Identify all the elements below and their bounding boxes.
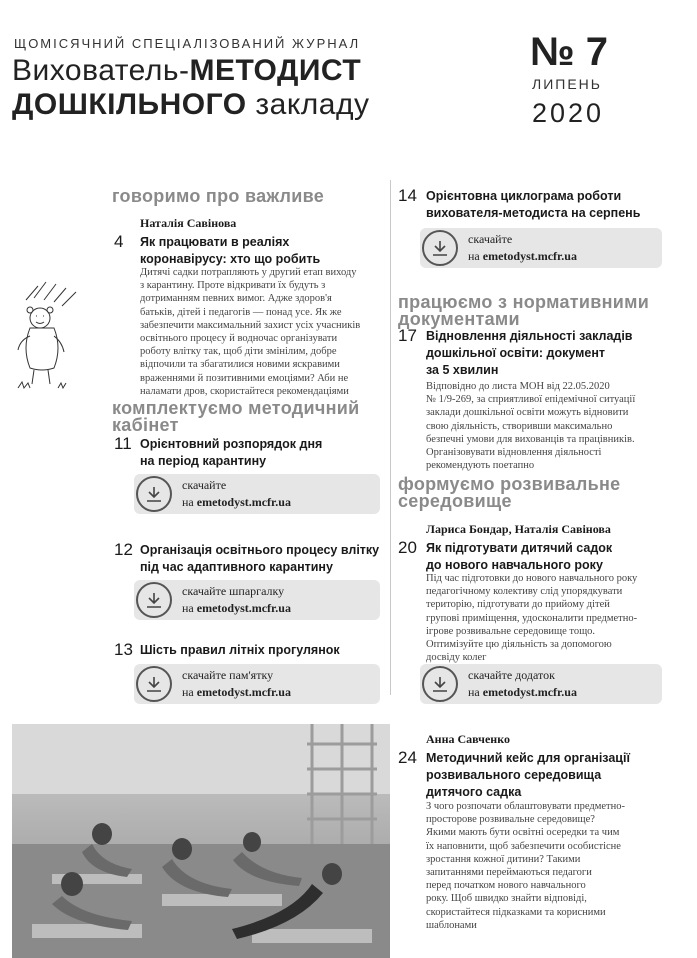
download-box[interactable] bbox=[134, 474, 380, 514]
download-label: скачайте додаток bbox=[468, 668, 555, 682]
article-title[interactable]: Як підготувати дитячий садок до нового навчального року bbox=[426, 541, 613, 572]
download-box[interactable] bbox=[134, 580, 380, 620]
article-summary: Відповідно до листа МОН від 22.05.2020 № 1/9-269, за сприятливої епідемічної ситуації заклади дошкільної освіти можуть відновити свою діяльність, створивши максимально безпечні умови для вихованців та працівників. Організовувати відновлення діяльності рекомендують поетапно bbox=[426, 381, 636, 472]
article-author: Лариса Бондар, Наталія Савінова bbox=[426, 522, 611, 536]
download-link[interactable]: на emetodyst.mcfr.ua bbox=[468, 249, 577, 263]
article-title[interactable]: Організація освітнього процесу влітку під час адаптивного карантину bbox=[140, 543, 380, 574]
download-link[interactable]: на emetodyst.mcfr.ua bbox=[182, 601, 291, 615]
article-title[interactable]: Орієнтовний розпорядок дня на період карантину bbox=[140, 437, 323, 468]
issue-month: ЛИПЕНЬ bbox=[532, 76, 602, 92]
article-summary: Дитячі садки потрапляють у другий етап виходу з карантину. Проте відкривати їх будуть з дотриманням певних вимог. Адже здоров'я батьків, дітей і педагогів — понад усе. Як же забезпечити максимальний захист усіх учасників освітнього процесу й водночас організувати роботу влітку так, щоб діти змінілим, добре відпочили та збагатилися новими яскравими враженнями й позитивними емоціями? Аби не наламати дров, скористайтеся рекомендаціями bbox=[140, 267, 361, 397]
download-icon[interactable] bbox=[422, 666, 458, 702]
download-label: скачайте bbox=[468, 232, 513, 246]
page-number: 20 bbox=[398, 538, 417, 557]
article-author: Анна Савченко bbox=[426, 732, 510, 746]
page-number: 13 bbox=[114, 640, 133, 659]
page-number: 17 bbox=[398, 326, 417, 345]
page-number: 14 bbox=[398, 186, 417, 205]
page-number: 11 bbox=[114, 434, 132, 453]
page-number: 4 bbox=[114, 232, 124, 251]
journal-title-line2: ДОШКІЛЬНОГО закладу bbox=[12, 88, 370, 121]
page-number: 24 bbox=[398, 748, 417, 767]
download-icon[interactable] bbox=[136, 476, 172, 512]
download-label: скачайте bbox=[182, 478, 227, 492]
column-divider bbox=[390, 180, 391, 695]
download-box[interactable] bbox=[420, 228, 662, 268]
article-summary: З чого розпочати облаштовувати предметно- просторове розвивальне середовище? Якими мають бути освітні осередки та чим їх наповнити, щоб забезпечити особистісне зростання кожної дитини? Такими запитаннями переймаються педагоги перед початком нового навчального року. Щоб швидко знайти відповіді, скористайтеся підказками та корисними шаблонами bbox=[426, 801, 625, 931]
download-label: скачайте пам'ятку bbox=[182, 668, 274, 682]
issue-number: № 7 bbox=[530, 30, 608, 74]
article-title[interactable]: Орієнтовна циклограма роботи вихователя-методиста на серпень bbox=[426, 189, 641, 220]
article-title[interactable]: Шість правил літніх прогулянок bbox=[140, 643, 340, 657]
article-summary: Під час підготовки до нового навчального року педагогічному колективу слід упорядкувати територію, підготувати до прийому дітей групові приміщення, удосконалити предметно- ігрове розвивальне середовище тощо. Оптимізуйте цю діяльність за допомогою досвіду колег bbox=[426, 573, 638, 664]
download-box[interactable] bbox=[420, 664, 662, 704]
issue-year: 2020 bbox=[532, 98, 605, 128]
article-title[interactable]: Відновлення діяльності закладів дошкільної освіти: документ за 5 хвилин bbox=[426, 329, 633, 377]
download-link[interactable]: на emetodyst.mcfr.ua bbox=[468, 685, 577, 699]
download-link[interactable]: на emetodyst.mcfr.ua bbox=[182, 495, 291, 509]
child-drawing-illustration bbox=[16, 280, 88, 400]
article-author: Наталія Савінова bbox=[140, 216, 237, 230]
children-exercise-photo bbox=[12, 724, 390, 958]
article-title[interactable]: Як працювати в реаліях коронавірусу: хто що робить bbox=[140, 235, 321, 266]
journal-title-line1: Вихователь-МЕТОДИСТ bbox=[12, 54, 362, 87]
download-icon[interactable] bbox=[136, 666, 172, 702]
download-link[interactable]: на emetodyst.mcfr.ua bbox=[182, 685, 291, 699]
section-heading-important: говоримо про важливе bbox=[112, 186, 325, 206]
download-box[interactable] bbox=[134, 664, 380, 704]
section-heading-normative: працюємо з нормативними документами bbox=[398, 292, 650, 329]
section-heading-cabinet: комплектуємо методичний кабінет bbox=[112, 398, 360, 435]
download-icon[interactable] bbox=[136, 582, 172, 618]
download-icon[interactable] bbox=[422, 230, 458, 266]
section-heading-environment: формуємо розвивальне середовище bbox=[398, 474, 621, 511]
article-title[interactable]: Методичний кейс для організації розвивального середовища дитячого садка bbox=[426, 751, 630, 799]
download-label: скачайте шпаргалку bbox=[182, 584, 285, 598]
journal-tagline: ЩОМІСЯЧНИЙ СПЕЦІАЛІЗОВАНИЙ ЖУРНАЛ bbox=[14, 36, 361, 51]
page-number: 12 bbox=[114, 540, 133, 559]
